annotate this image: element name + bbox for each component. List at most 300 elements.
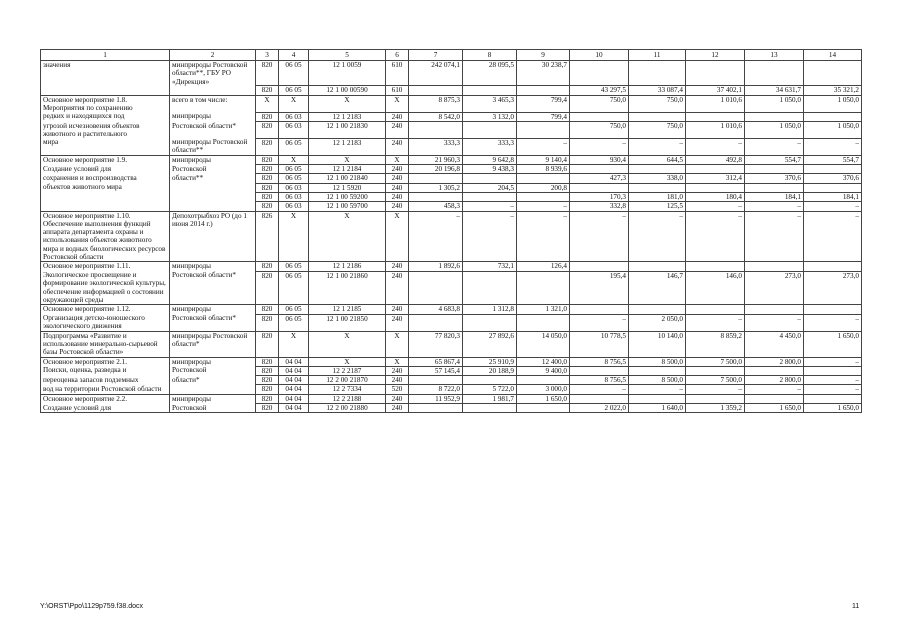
value-cell [629, 366, 686, 375]
value-cell: 732,1 [463, 262, 517, 271]
value-cell: X [386, 95, 409, 112]
value-cell: – [686, 138, 745, 155]
value-cell: 1 050,0 [804, 95, 862, 112]
value-cell: 43 297,5 [570, 86, 629, 95]
value-cell [463, 122, 517, 139]
value-cell: 370,6 [804, 174, 862, 183]
value-cell [629, 262, 686, 271]
value-cell: 12 1 2185 [309, 305, 386, 314]
measure-name-cell: Подпрограмма «Развитие и использование минерально-сырьевой базы Ростовской области» [41, 331, 170, 357]
executor-cell: минприроды [170, 112, 256, 121]
value-cell: – [745, 314, 804, 331]
value-cell: 2 050,0 [629, 314, 686, 331]
value-cell [745, 394, 804, 403]
value-cell: 1 050,0 [804, 122, 862, 139]
value-cell [463, 314, 517, 331]
measure-name-cell: угрозой исчезновения объектов животного и растительного [41, 122, 170, 139]
value-cell: – [517, 202, 570, 211]
value-cell: 06 05 [279, 305, 309, 314]
value-cell: – [570, 314, 629, 331]
value-cell [686, 305, 745, 314]
value-cell [745, 366, 804, 375]
value-cell: 240 [386, 305, 409, 314]
value-cell: 820 [256, 376, 279, 385]
value-cell: 12 1 00 21830 [309, 122, 386, 139]
column-header: 5 [309, 50, 386, 61]
value-cell: 820 [256, 86, 279, 95]
value-cell: 930,4 [570, 155, 629, 164]
value-cell: – [570, 138, 629, 155]
value-cell: 240 [386, 174, 409, 183]
value-cell [686, 262, 745, 271]
value-cell: 11 952,9 [409, 394, 463, 403]
executor-cell: минприроды [170, 394, 256, 403]
value-cell: 8 722,0 [409, 385, 463, 394]
value-cell [804, 394, 862, 403]
value-cell: 12 1 00 59200 [309, 192, 386, 201]
value-cell: 30 238,7 [517, 61, 570, 86]
value-cell [745, 262, 804, 271]
value-cell: 9 642,8 [463, 155, 517, 164]
measure-name-cell: мира [41, 138, 170, 155]
value-cell [570, 61, 629, 86]
value-cell: 240 [386, 314, 409, 331]
value-cell: 204,5 [463, 183, 517, 192]
value-cell: 1 650,0 [804, 404, 862, 413]
executor-cell: минприроды Ростовской области**, ГБУ РО «Дирекция» [170, 61, 256, 86]
executor-cell: Ростовской [170, 366, 256, 375]
value-cell: 20 196,8 [409, 165, 463, 174]
value-cell: 06 05 [279, 86, 309, 95]
value-cell: 1 010,6 [686, 95, 745, 112]
value-cell: 820 [256, 305, 279, 314]
value-cell: 820 [256, 112, 279, 121]
value-cell: 12 1 2186 [309, 262, 386, 271]
value-cell: 06 05 [279, 174, 309, 183]
value-cell [409, 314, 463, 331]
value-cell: X [309, 155, 386, 164]
value-cell: X [309, 211, 386, 262]
value-cell: 312,4 [686, 174, 745, 183]
value-cell: X [386, 357, 409, 366]
value-cell [804, 305, 862, 314]
measure-name-cell [41, 192, 170, 201]
measure-name-cell: Основное мероприятие 1.10. Обеспечение выполнения функций аппарата департамента охраны и использования объектов животного мира и водных биологических ресурсов Ростовской области [41, 211, 170, 262]
value-cell: 1 050,0 [745, 95, 804, 112]
value-cell [517, 86, 570, 95]
value-cell [570, 305, 629, 314]
value-cell: 610 [386, 86, 409, 95]
value-cell: 04 04 [279, 385, 309, 394]
measure-name-cell: редких и находящихся под [41, 112, 170, 121]
column-header: 2 [170, 50, 256, 61]
value-cell: 240 [386, 366, 409, 375]
value-cell: 240 [386, 404, 409, 413]
table-row [41, 211, 862, 262]
value-cell: – [804, 385, 862, 394]
executor-cell: Ростовской [170, 404, 256, 413]
value-cell: 820 [256, 404, 279, 413]
value-cell: – [629, 211, 686, 262]
value-cell: – [463, 202, 517, 211]
value-cell: – [409, 211, 463, 262]
value-cell: 610 [386, 61, 409, 86]
value-cell: 8 756,5 [570, 376, 629, 385]
value-cell: – [463, 211, 517, 262]
measure-name-cell: Создание условий для [41, 404, 170, 413]
value-cell: 12 2 00 21870 [309, 376, 386, 385]
value-cell: 750,0 [629, 95, 686, 112]
value-cell: 06 05 [279, 138, 309, 155]
column-header: 3 [256, 50, 279, 61]
column-header: 8 [463, 50, 517, 61]
value-cell: 820 [256, 138, 279, 155]
value-cell: 2 022,0 [570, 404, 629, 413]
value-cell: 2 800,0 [745, 376, 804, 385]
value-cell [409, 271, 463, 305]
measure-name-cell: Основное мероприятие 1.12. [41, 305, 170, 314]
value-cell: 799,4 [517, 112, 570, 121]
value-cell [745, 165, 804, 174]
table-row [41, 202, 862, 211]
measure-name-cell: Основное мероприятие 1.8. Мероприятия по сохранению [41, 95, 170, 112]
value-cell: 1 305,2 [409, 183, 463, 192]
measure-name-cell: Поиски, оценка, разведка и [41, 366, 170, 375]
value-cell: – [686, 314, 745, 331]
value-cell: 57 145,4 [409, 366, 463, 375]
value-cell: 820 [256, 271, 279, 305]
value-cell: 8 756,5 [570, 357, 629, 366]
value-cell: 644,5 [629, 155, 686, 164]
value-cell [463, 404, 517, 413]
table-row [41, 138, 862, 155]
executor-cell [170, 385, 256, 394]
value-cell: 04 04 [279, 376, 309, 385]
measure-name-cell: Основное мероприятие 2.2. [41, 394, 170, 403]
value-cell: 820 [256, 366, 279, 375]
value-cell: 333,3 [463, 138, 517, 155]
value-cell: 12 1 00 21840 [309, 174, 386, 183]
value-cell [686, 366, 745, 375]
value-cell [745, 183, 804, 192]
value-cell: X [279, 211, 309, 262]
budget-table [40, 49, 862, 413]
value-cell: 4 450,0 [745, 331, 804, 357]
value-cell: 240 [386, 122, 409, 139]
measure-name-cell: вод на территории Ростовской области [41, 385, 170, 394]
table-body [41, 61, 862, 413]
value-cell [686, 394, 745, 403]
value-cell: 06 05 [279, 61, 309, 86]
executor-cell: минприроды [170, 155, 256, 164]
value-cell: 1 650,0 [745, 404, 804, 413]
value-cell: 333,3 [409, 138, 463, 155]
value-cell: 2 800,0 [745, 357, 804, 366]
value-cell [463, 174, 517, 183]
value-cell: 820 [256, 183, 279, 192]
table-row [41, 271, 862, 305]
value-cell: X [279, 331, 309, 357]
table-row [41, 86, 862, 95]
value-cell: 8 542,0 [409, 112, 463, 121]
value-cell [570, 183, 629, 192]
executor-cell [170, 202, 256, 211]
value-cell [804, 366, 862, 375]
value-cell: 554,7 [804, 155, 862, 164]
value-cell: 21 960,3 [409, 155, 463, 164]
value-cell: 25 910,9 [463, 357, 517, 366]
value-cell: 820 [256, 262, 279, 271]
value-cell: – [745, 138, 804, 155]
value-cell: 750,0 [570, 122, 629, 139]
value-cell: 273,0 [745, 271, 804, 305]
value-cell: 820 [256, 155, 279, 164]
value-cell: 06 03 [279, 122, 309, 139]
executor-cell [170, 183, 256, 192]
value-cell: 273,0 [804, 271, 862, 305]
value-cell [804, 183, 862, 192]
value-cell: 12 1 2183 [309, 112, 386, 121]
value-cell: – [686, 385, 745, 394]
value-cell: 9 140,4 [517, 155, 570, 164]
value-cell [686, 183, 745, 192]
value-cell: 8 859,2 [686, 331, 745, 357]
value-cell: 10 778,5 [570, 331, 629, 357]
value-cell: 240 [386, 202, 409, 211]
value-cell: 04 04 [279, 404, 309, 413]
value-cell: – [570, 385, 629, 394]
value-cell: 5 722,0 [463, 385, 517, 394]
value-cell: 1 650,0 [804, 331, 862, 357]
value-cell: 427,3 [570, 174, 629, 183]
value-cell: X [279, 95, 309, 112]
executor-cell: минприроды [170, 357, 256, 366]
column-header: 4 [279, 50, 309, 61]
value-cell: 12 2 2187 [309, 366, 386, 375]
value-cell: 826 [256, 211, 279, 262]
value-cell [804, 165, 862, 174]
value-cell: 8 500,0 [629, 376, 686, 385]
value-cell: 06 05 [279, 165, 309, 174]
executor-cell: всего в том числе: [170, 95, 256, 112]
value-cell: – [804, 357, 862, 366]
value-cell: – [629, 138, 686, 155]
value-cell [517, 376, 570, 385]
value-cell: 240 [386, 138, 409, 155]
value-cell [745, 112, 804, 121]
executor-cell: минприроды [170, 262, 256, 271]
value-cell: – [804, 138, 862, 155]
value-cell: 240 [386, 394, 409, 403]
value-cell: 1 981,7 [463, 394, 517, 403]
value-cell: 820 [256, 357, 279, 366]
value-cell [745, 305, 804, 314]
value-cell: 1 892,6 [409, 262, 463, 271]
measure-name-cell [41, 86, 170, 95]
value-cell: 9 438,3 [463, 165, 517, 174]
value-cell: 34 631,7 [745, 86, 804, 95]
value-cell [409, 86, 463, 95]
value-cell: 181,0 [629, 192, 686, 201]
value-cell: 492,8 [686, 155, 745, 164]
value-cell: – [745, 385, 804, 394]
value-cell: 12 1 0059 [309, 61, 386, 86]
value-cell [409, 174, 463, 183]
value-cell: 820 [256, 61, 279, 86]
table-row [41, 314, 862, 331]
value-cell: – [629, 385, 686, 394]
value-cell: 820 [256, 202, 279, 211]
executor-cell: минприроды Ростовской области** [170, 138, 256, 155]
value-cell [570, 262, 629, 271]
table-row [41, 192, 862, 201]
value-cell: 1 640,0 [629, 404, 686, 413]
header-row [41, 50, 862, 61]
value-cell: 3 000,0 [517, 385, 570, 394]
value-cell: 1 010,6 [686, 122, 745, 139]
column-header: 1 [41, 50, 170, 61]
executor-cell: минприроды [170, 305, 256, 314]
value-cell: – [517, 211, 570, 262]
measure-name-cell: Основное мероприятие 1.11. [41, 262, 170, 271]
value-cell: 12 1 00 59700 [309, 202, 386, 211]
table-row [41, 404, 862, 413]
value-cell: 146,7 [629, 271, 686, 305]
value-cell: 77 820,3 [409, 331, 463, 357]
measure-name-cell [41, 202, 170, 211]
value-cell [517, 404, 570, 413]
value-cell: 458,3 [409, 202, 463, 211]
table-row [41, 376, 862, 385]
value-cell [463, 271, 517, 305]
table-row [41, 305, 862, 314]
value-cell: 750,0 [570, 95, 629, 112]
value-cell: 820 [256, 385, 279, 394]
value-cell: 9 400,0 [517, 366, 570, 375]
value-cell: 04 04 [279, 366, 309, 375]
value-cell: 240 [386, 165, 409, 174]
value-cell: 820 [256, 165, 279, 174]
table-row [41, 394, 862, 403]
value-cell: 370,6 [745, 174, 804, 183]
executor-cell [170, 192, 256, 201]
value-cell: 27 892,6 [463, 331, 517, 357]
measure-name-cell: переоценка запасов подземных [41, 376, 170, 385]
value-cell: 06 03 [279, 183, 309, 192]
value-cell: 20 188,9 [463, 366, 517, 375]
table-row [41, 262, 862, 271]
value-cell: 1 359,2 [686, 404, 745, 413]
table-row [41, 112, 862, 121]
value-cell [570, 165, 629, 174]
executor-cell [170, 86, 256, 95]
value-cell: 126,4 [517, 262, 570, 271]
value-cell: 3 465,3 [463, 95, 517, 112]
value-cell [517, 192, 570, 201]
executor-cell: Ростовской области* [170, 122, 256, 139]
value-cell [629, 305, 686, 314]
table-row [41, 61, 862, 86]
value-cell: 820 [256, 122, 279, 139]
executor-cell: Ростовской [170, 165, 256, 174]
value-cell: 35 321,2 [804, 86, 862, 95]
value-cell [517, 271, 570, 305]
value-cell [629, 165, 686, 174]
table-row [41, 183, 862, 192]
measure-name-cell: Основное мероприятие 1.9. [41, 155, 170, 164]
value-cell [409, 192, 463, 201]
value-cell: 06 03 [279, 202, 309, 211]
value-cell [629, 183, 686, 192]
value-cell: 12 400,0 [517, 357, 570, 366]
executor-cell: Ростовской области* [170, 271, 256, 305]
value-cell: 28 095,5 [463, 61, 517, 86]
measure-name-cell: значения [41, 61, 170, 86]
value-cell: 184,1 [745, 192, 804, 201]
value-cell [629, 394, 686, 403]
value-cell: 820 [256, 174, 279, 183]
value-cell [463, 192, 517, 201]
value-cell [686, 165, 745, 174]
column-header: 13 [745, 50, 804, 61]
executor-cell: области* [170, 376, 256, 385]
value-cell: 520 [386, 385, 409, 394]
value-cell: 332,8 [570, 202, 629, 211]
value-cell: 06 03 [279, 192, 309, 201]
value-cell: – [570, 211, 629, 262]
value-cell: 820 [256, 331, 279, 357]
value-cell: 820 [256, 192, 279, 201]
value-cell: 06 05 [279, 314, 309, 331]
value-cell: 240 [386, 262, 409, 271]
value-cell: 12 1 00 21850 [309, 314, 386, 331]
value-cell: 12 1 2183 [309, 138, 386, 155]
value-cell: 12 1 5920 [309, 183, 386, 192]
value-cell: 1 650,0 [517, 394, 570, 403]
column-header: 10 [570, 50, 629, 61]
value-cell: 554,7 [745, 155, 804, 164]
value-cell: 820 [256, 394, 279, 403]
value-cell: 06 03 [279, 112, 309, 121]
value-cell: 04 04 [279, 394, 309, 403]
value-cell: X [386, 155, 409, 164]
executor-cell: области** [170, 174, 256, 183]
measure-name-cell: Экологическое просвещение и формирование экологической культуры, обеспечение информацией о состоянии окружающей среды [41, 271, 170, 305]
table-row [41, 95, 862, 112]
value-cell: 240 [386, 271, 409, 305]
value-cell: 242 074,1 [409, 61, 463, 86]
page-number: 11 [852, 603, 860, 610]
value-cell: X [309, 357, 386, 366]
value-cell: 37 402,1 [686, 86, 745, 95]
value-cell [629, 112, 686, 121]
value-cell: 146,0 [686, 271, 745, 305]
table-row [41, 165, 862, 174]
value-cell: – [804, 376, 862, 385]
value-cell: 8 500,0 [629, 357, 686, 366]
value-cell: 8 875,3 [409, 95, 463, 112]
value-cell: 06 05 [279, 271, 309, 305]
value-cell: 12 2 00 21880 [309, 404, 386, 413]
table-row [41, 366, 862, 375]
value-cell [570, 394, 629, 403]
column-header: 6 [386, 50, 409, 61]
table-row [41, 174, 862, 183]
value-cell: 240 [386, 376, 409, 385]
measure-name-cell: Основное мероприятие 2.1. [41, 357, 170, 366]
measure-name-cell: объектов животного мира [41, 183, 170, 192]
value-cell: 14 050,0 [517, 331, 570, 357]
